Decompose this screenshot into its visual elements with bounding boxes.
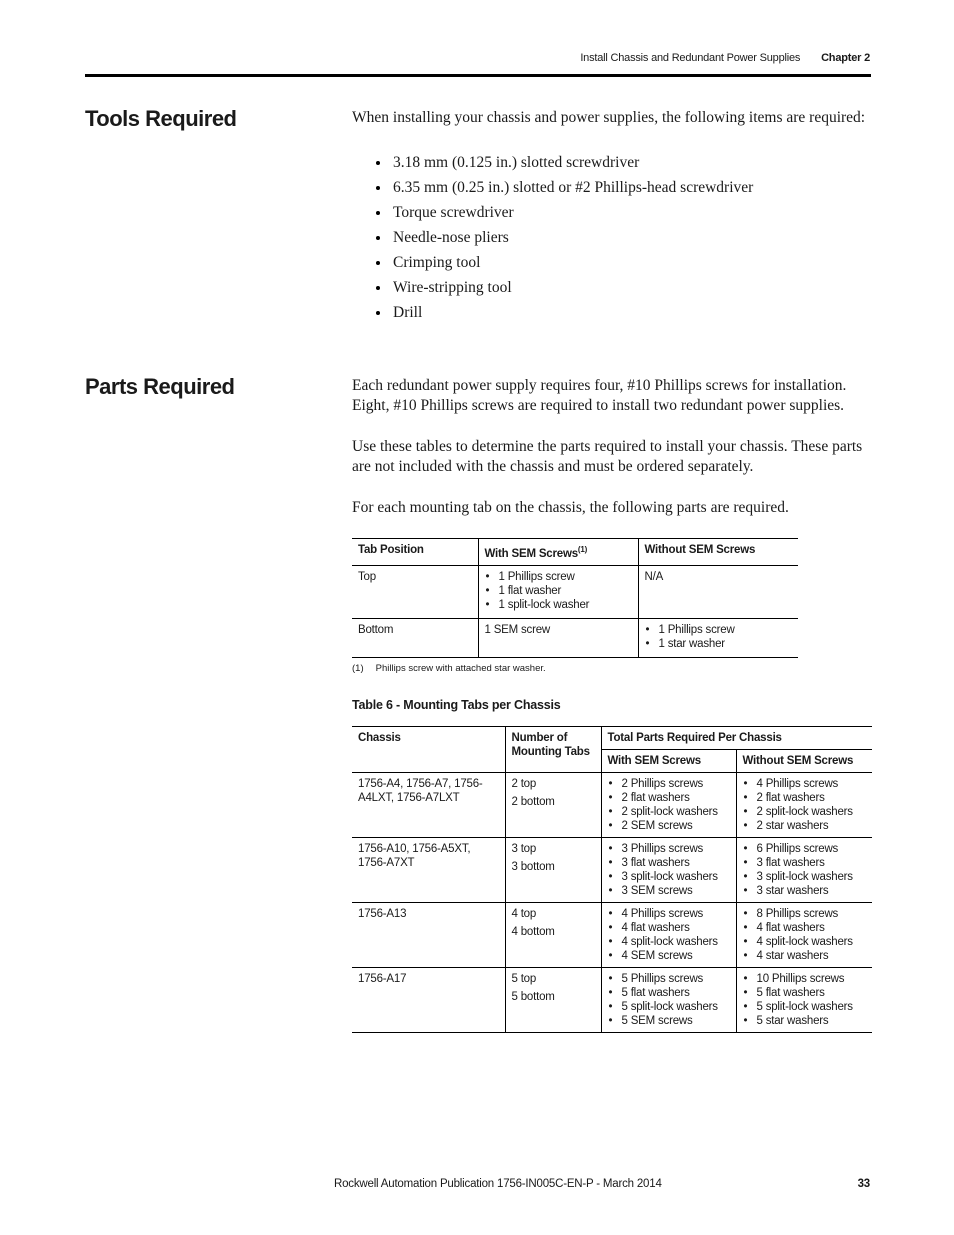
header-rule xyxy=(85,74,871,77)
list-item: • 3 SEM screws xyxy=(608,884,730,898)
table-cell xyxy=(601,838,736,903)
parts-heading: Parts Required xyxy=(85,374,235,399)
table-cell xyxy=(601,968,736,1033)
column-header: Without SEM Screws xyxy=(638,539,798,566)
tabs-top: 5 top xyxy=(511,973,537,985)
parts-paragraph-2: Use these tables to determine the parts required to install your chassis. These parts are not included with the chassis and must be ordered separately. xyxy=(352,438,863,475)
table-cell xyxy=(736,773,872,838)
column-header: With SEM Screws$^{(1)}$ xyxy=(478,539,638,566)
tabs-top: 4 top xyxy=(511,908,537,920)
table-cell: N/A xyxy=(638,565,798,618)
table-cell: 1756-A13 xyxy=(352,903,505,968)
list-item: • 5 flat washers xyxy=(743,986,867,1000)
header-section-title: Install Chassis and Redundant Power Supplies xyxy=(580,52,801,64)
column-header: Total Parts Required Per Chassis xyxy=(601,727,872,750)
list-item: • 5 flat washers xyxy=(608,986,730,1000)
list-item: • 5 Phillips screws xyxy=(608,972,730,986)
list-item: • 2 split-lock washers xyxy=(743,805,867,819)
table-row xyxy=(352,903,872,968)
table-cell xyxy=(736,903,872,968)
list-item: • 1 Phillips screw xyxy=(485,570,632,584)
list-item: • 4 SEM screws xyxy=(608,949,730,963)
running-header xyxy=(580,52,870,64)
table-cell xyxy=(478,565,638,618)
chassis-table xyxy=(352,726,872,1033)
list-item: • 3 split-lock washers xyxy=(743,870,867,884)
list-item: • 1 Phillips screw xyxy=(645,623,793,637)
table-cell xyxy=(601,773,736,838)
tools-heading: Tools Required xyxy=(85,106,237,131)
list-item: • 10 Phillips screws xyxy=(743,972,867,986)
list-item: Drill xyxy=(372,302,753,327)
table-row xyxy=(352,968,872,1033)
list-item: • 5 split-lock washers xyxy=(743,1000,867,1014)
list-item: • 5 star washers xyxy=(743,1014,867,1028)
table-cell xyxy=(505,968,601,1033)
list-item: • 4 Phillips screws xyxy=(608,907,730,921)
tabs-bottom: 3 bottom xyxy=(511,861,555,873)
table-cell xyxy=(638,618,798,657)
page-number: 33 xyxy=(857,1178,870,1190)
list-item: Torque screwdriver xyxy=(372,202,753,227)
table-cell: Top xyxy=(352,565,478,618)
tabs-top: 2 top xyxy=(511,778,537,790)
list-item: • 2 star washers xyxy=(743,819,867,833)
list-item: • 4 split-lock washers xyxy=(743,935,867,949)
list-item: • 8 Phillips screws xyxy=(743,907,867,921)
column-header: Number of Mounting Tabs xyxy=(505,727,601,773)
footnote-text: Phillips screw with attached star washer. xyxy=(375,663,546,674)
table-row xyxy=(352,838,872,903)
tools-intro: When installing your chassis and power supplies, the following items are required: xyxy=(352,109,866,126)
list-item: • 2 flat washers xyxy=(743,791,867,805)
tools-list xyxy=(372,152,753,327)
list-item: • 4 split-lock washers xyxy=(608,935,730,949)
list-item: • 1 split-lock washer xyxy=(485,598,632,612)
list-item: • 1 flat washer xyxy=(485,584,632,598)
tabs-bottom: 5 bottom xyxy=(511,991,555,1003)
list-item: • 4 flat washers xyxy=(608,921,730,935)
column-header: With SEM Screws xyxy=(601,750,736,773)
header-chapter: Chapter 2 xyxy=(821,52,870,64)
list-item: Needle-nose pliers xyxy=(372,227,753,252)
list-item: • 6 Phillips screws xyxy=(743,842,867,856)
table-row xyxy=(352,773,872,838)
parts-paragraph-3: For each mounting tab on the chassis, the following parts are required. xyxy=(352,499,789,516)
list-item: • 1 star washer xyxy=(645,637,793,651)
list-item: Wire-stripping tool xyxy=(372,277,753,302)
tabs-top: 3 top xyxy=(511,843,537,855)
column-header: Without SEM Screws xyxy=(736,750,872,773)
list-item: • 3 flat washers xyxy=(743,856,867,870)
tab-position-table xyxy=(352,538,798,658)
table-footnote xyxy=(352,663,546,674)
list-item: • 3 Phillips screws xyxy=(608,842,730,856)
list-item: • 2 Phillips screws xyxy=(608,777,730,791)
table-cell: 1756-A17 xyxy=(352,968,505,1033)
table-cell: 1756-A10, 1756-A5XT, 1756-A7XT xyxy=(352,838,505,903)
parts-paragraph-1: Each redundant power supply requires four, #10 Phillips screws for installation. Eight, #10 Phillips screws are required to install two redundant power supplies. xyxy=(352,377,847,414)
list-item: 3.18 mm (0.125 in.) slotted screwdriver xyxy=(372,152,753,177)
table-header-row xyxy=(352,727,872,750)
column-header: Tab Position xyxy=(352,539,478,566)
list-item: • 3 split-lock washers xyxy=(608,870,730,884)
list-item: • 3 flat washers xyxy=(608,856,730,870)
table-cell: 1 SEM screw xyxy=(478,618,638,657)
table-cell xyxy=(736,838,872,903)
table-header-row xyxy=(352,539,798,566)
list-item: • 4 Phillips screws xyxy=(743,777,867,791)
footnote-marker: (1) xyxy=(577,545,588,554)
list-item: • 2 SEM screws xyxy=(608,819,730,833)
table-cell xyxy=(505,838,601,903)
list-item: • 5 SEM screws xyxy=(608,1014,730,1028)
table-cell xyxy=(505,903,601,968)
list-item: • 3 star washers xyxy=(743,884,867,898)
list-item: • 2 flat washers xyxy=(608,791,730,805)
list-item: • 5 split-lock washers xyxy=(608,1000,730,1014)
table-cell: 1756-A4, 1756-A7, 1756-A4LXT, 1756-A7LXT xyxy=(352,773,505,838)
table-cell xyxy=(505,773,601,838)
list-item: Crimping tool xyxy=(372,252,753,277)
table-cell: Bottom xyxy=(352,618,478,657)
publication-info: Rockwell Automation Publication 1756-IN005C-EN-P - March 2014 xyxy=(334,1178,662,1190)
column-header: Chassis xyxy=(352,727,505,773)
table-cell xyxy=(601,903,736,968)
table-row xyxy=(352,618,798,657)
table-caption: Table 6 - Mounting Tabs per Chassis xyxy=(352,698,561,712)
list-item: • 4 star washers xyxy=(743,949,867,963)
list-item: 6.35 mm (0.25 in.) slotted or #2 Phillips-head screwdriver xyxy=(372,177,753,202)
tabs-bottom: 4 bottom xyxy=(511,926,555,938)
footnote-number: (1) xyxy=(352,663,364,674)
table-row xyxy=(352,565,798,618)
table-cell xyxy=(736,968,872,1033)
tabs-bottom: 2 bottom xyxy=(511,796,555,808)
list-item: • 4 flat washers xyxy=(743,921,867,935)
list-item: • 2 split-lock washers xyxy=(608,805,730,819)
